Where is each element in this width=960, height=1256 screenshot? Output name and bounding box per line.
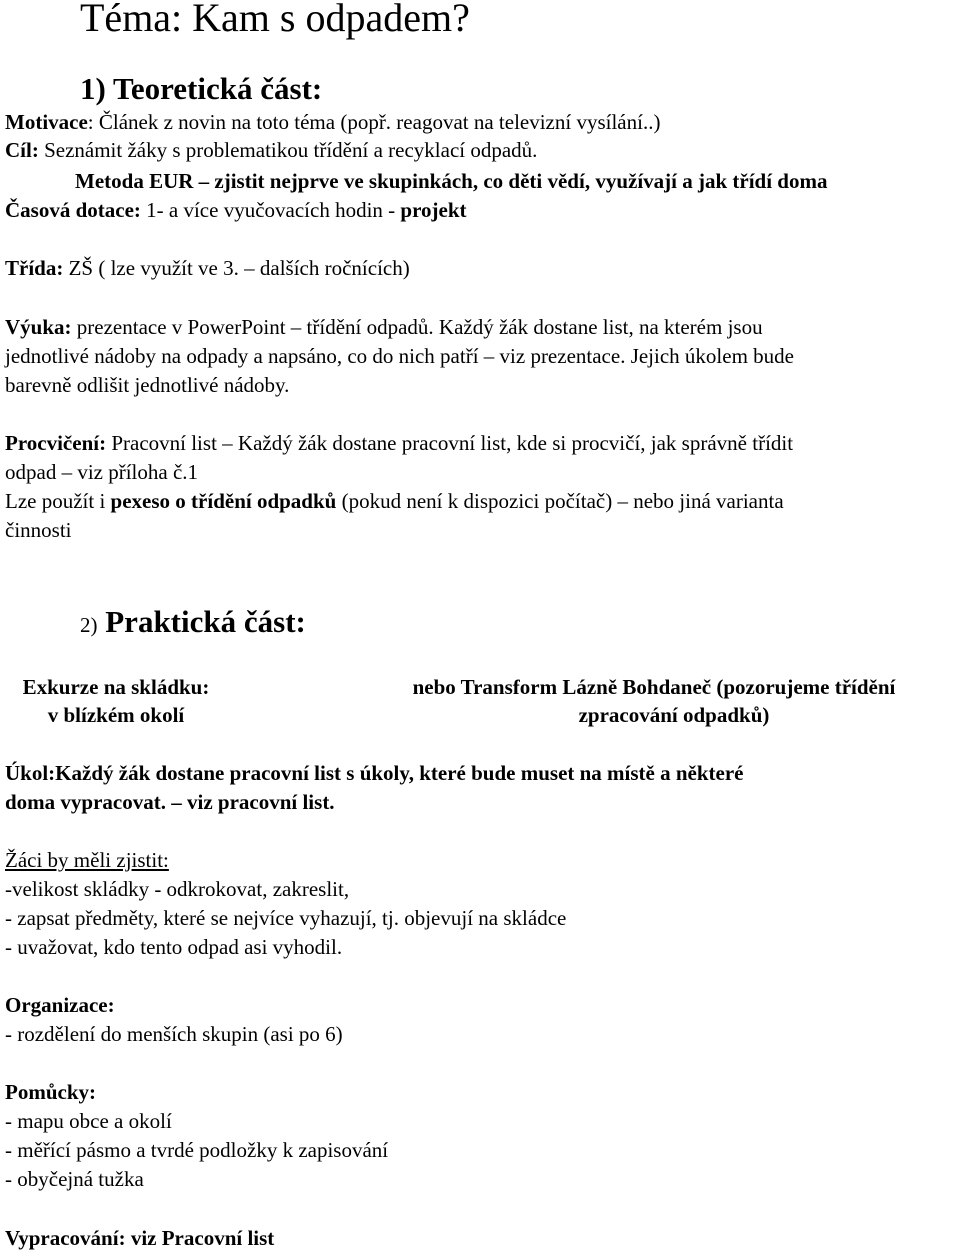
page-title: Téma: Kam s odpadem? [80, 0, 470, 40]
pexeso-bold: pexeso o třídění odpadků [110, 489, 337, 513]
casova-label: Časová dotace: [5, 198, 141, 222]
transform-block [362, 673, 946, 729]
pomucky-item-3: - obyčejná tužka [5, 1167, 144, 1191]
vyuka-label: Výuka: [5, 315, 72, 339]
transform-line1: nebo Transform Lázně Bohdaneč (pozorujeme třídění [412, 675, 896, 699]
metoda-line: Metoda EUR – zjistit nejprve ve skupinkách, co děti vědí, využívají a jak třídí doma [75, 169, 828, 193]
section2-heading [80, 604, 306, 640]
vyuka-line3: barevně odlišit jednotlivé nádoby. [5, 373, 290, 397]
exkurze-line1: Exkurze na skládku: [22, 675, 210, 699]
exkurze-block [5, 673, 227, 729]
section2-text: Praktická část: [97, 604, 306, 639]
cil-text: Seznámit žáky s problematikou třídění a recyklací odpadů. [38, 138, 538, 162]
motivace-label: Motivace [5, 110, 88, 134]
zaci-item-2: - zapsat předměty, které se nejvíce vyhazují, tj. objevují na skládce [5, 906, 567, 930]
casova-text: 1- a více vyučovacích hodin - [140, 198, 401, 222]
pexeso-line2: činnosti [5, 518, 72, 542]
ukol-line1: Úkol:Každý žák dostane pracovní list s úkoly, které bude muset na místě a některé [5, 761, 744, 785]
exkurze-line2: v blízkém okolí [47, 703, 185, 727]
motivace-line [5, 108, 660, 136]
pexeso-pre: Lze použít i [5, 489, 111, 513]
vypracovani-line: Vypracování: viz Pracovní list [5, 1226, 275, 1250]
vyuka-line1 [5, 313, 763, 341]
procviceni-line2: odpad – viz příloha č.1 [5, 460, 199, 484]
procviceni-text1: Pracovní list – Každý žák dostane pracovní list, kde si procvičí, jak správně třídit [106, 431, 794, 455]
trida-text: ZŠ ( lze využít ve 3. – dalších ročnících) [63, 256, 410, 280]
transform-line2: zpracování odpadků) [578, 703, 770, 727]
vyuka-text1: prezentace v PowerPoint – třídění odpadů. Každý žák dostane list, na kterém jsou [71, 315, 763, 339]
cil-label: Cíl: [5, 138, 39, 162]
cil-line [5, 136, 537, 164]
zaci-item-1: -velikost skládky - odkrokovat, zakreslit, [5, 877, 350, 901]
pexeso-post: (pokud není k dispozici počítač) – nebo jiná varianta [336, 489, 784, 513]
section1-heading: 1) Teoretická část: [80, 71, 323, 106]
pexeso-line1 [5, 487, 784, 515]
zaci-heading: Žáci by měli zjistit: [5, 848, 169, 872]
pomucky-heading: Pomůcky: [5, 1080, 96, 1104]
pomucky-item-1: - mapu obce a okolí [5, 1109, 172, 1133]
ukol-line2: doma vypracovat. – viz pracovní list. [5, 790, 335, 814]
pomucky-item-2: - měřící pásmo a tvrdé podložky k zapisování [5, 1138, 389, 1162]
section2-num: 2) [80, 613, 98, 637]
casova-bold: projekt [400, 198, 467, 222]
organizace-heading: Organizace: [5, 993, 115, 1017]
zaci-item-3: - uvažovat, kdo tento odpad asi vyhodil. [5, 935, 343, 959]
trida-label: Třída: [5, 256, 64, 280]
organizace-item-1: - rozdělení do menších skupin (asi po 6) [5, 1022, 343, 1046]
procviceni-label: Procvičení: [5, 431, 107, 455]
casova-line [5, 196, 467, 224]
vyuka-line2: jednotlivé nádoby na odpady a napsáno, co do nich patří – viz prezentace. Jejich úkolem bude [5, 344, 794, 368]
motivace-text: : Článek z novin na toto téma (popř. reagovat na televizní vysílání..) [87, 110, 661, 134]
trida-line [5, 254, 410, 282]
procviceni-line1 [5, 429, 793, 457]
